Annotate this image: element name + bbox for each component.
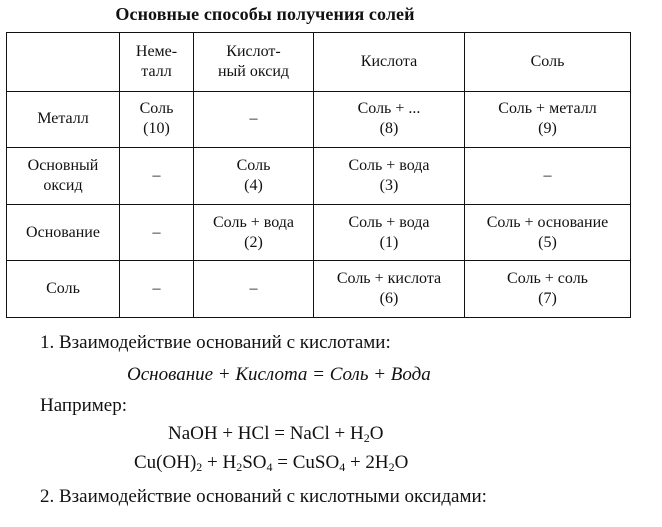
table-cell: Соль + кислота (6) [314, 261, 465, 318]
page-title: Основные способы получения солей [115, 4, 415, 24]
row-label: Металл [7, 91, 120, 148]
word-equation: Основание + Кислота = Соль + Вода [127, 364, 431, 385]
table-header-row [7, 33, 631, 92]
row-label: Основный оксид [7, 148, 120, 205]
table-cell: Соль + вода (1) [314, 204, 465, 261]
equation-cuoh2-h2so4: $Cu(OH)_2 + H_2SO_4$ = CuSO$_4$ + $2H_2O$ [134, 452, 409, 474]
table-cell: Соль + соль (7) [465, 261, 631, 318]
header-cell-salt: Соль [465, 33, 631, 92]
table-cell: – [120, 148, 194, 205]
header-cell-empty [7, 33, 120, 92]
table-row [7, 91, 631, 148]
table-row [7, 261, 631, 318]
table-cell: Соль + металл (9) [465, 91, 631, 148]
section-heading-1: 1. Взаимодействие оснований с кислотами: [40, 332, 391, 353]
table-cell: – [120, 204, 194, 261]
salt-methods-table [6, 32, 631, 318]
table-cell: Соль + основание (5) [465, 204, 631, 261]
header-cell-nonmetal: Неме- талл [120, 33, 194, 92]
table-cell: – [194, 261, 314, 318]
table-cell: Соль + вода (3) [314, 148, 465, 205]
table-cell: – [194, 91, 314, 148]
equation-naoh-hcl: NaOH + HCl = NaCl + $H_2O$ [168, 423, 384, 445]
table-cell: – [465, 148, 631, 205]
table-cell: Соль + вода (2) [194, 204, 314, 261]
row-label: Основание [7, 204, 120, 261]
table-row [7, 148, 631, 205]
table-cell: Соль (10) [120, 91, 194, 148]
row-label: Соль [7, 261, 120, 318]
table-cell: Соль + ... (8) [314, 91, 465, 148]
example-label: Например: [40, 395, 127, 416]
table-row [7, 204, 631, 261]
header-cell-acid-oxide: Кислот- ный оксид [194, 33, 314, 92]
section-heading-2: 2. Взаимодействие оснований с кислотными оксидами: [40, 486, 487, 507]
table-cell: – [120, 261, 194, 318]
header-cell-acid: Кислота [314, 33, 465, 92]
table-cell: Соль (4) [194, 148, 314, 205]
